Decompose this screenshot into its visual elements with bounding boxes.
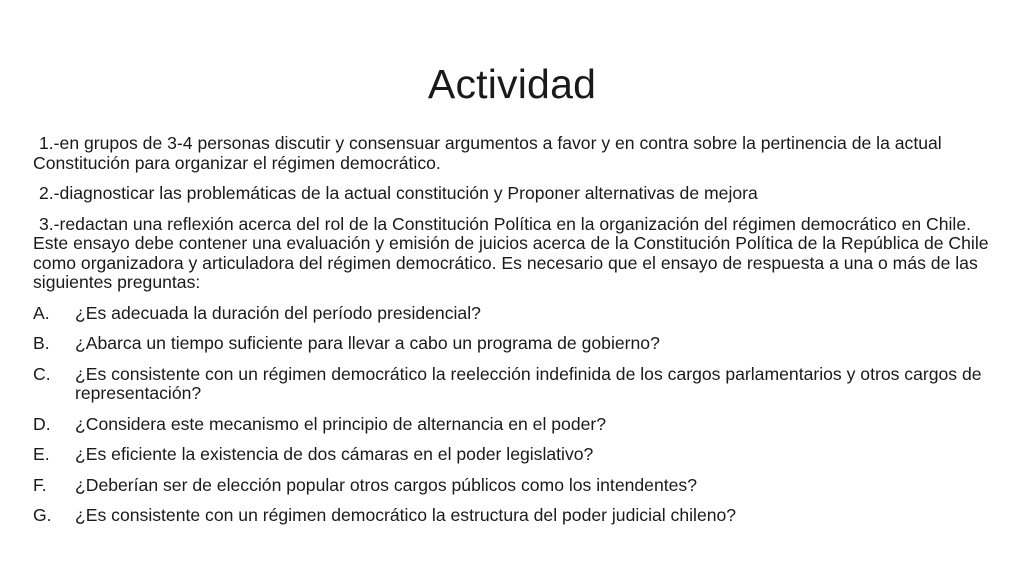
instruction-3: 3.-redactan una reflexión acerca del rol de la Constitución Política en la organización del régimen democrático en Chile. Este ensayo debe contener una evaluación y emisión de juicios acerca de la Constitución Política de la República de Chile como organizadora y articuladora del régimen democrático. Es necesario que el ensayo de respuesta a una o más de las siguientes preguntas: xyxy=(33,213,989,292)
question-item-b xyxy=(33,334,1008,354)
question-text: ¿Es adecuada la duración del período presidencial? xyxy=(75,302,481,323)
question-marker: B. xyxy=(33,333,50,353)
question-item-d xyxy=(33,415,1008,435)
question-text: ¿Abarca un tiempo suficiente para llevar a cabo un programa de gobierno? xyxy=(75,333,660,353)
question-text: ¿Considera este mecanismo el principio de alternancia en el poder? xyxy=(75,413,607,434)
slide-body xyxy=(33,134,1008,537)
instruction-1: 1.-en grupos de 3-4 personas discutir y consensuar argumentos a favor y en contra sobre la pertinencia de la actual Constitución para organizar el régimen democrático. xyxy=(33,133,942,173)
question-item-e xyxy=(33,445,1008,465)
question-list xyxy=(33,304,1008,526)
question-marker: F. xyxy=(33,474,47,495)
question-item-a xyxy=(33,304,1008,324)
question-text: ¿Es consistente con un régimen democrático la estructura del poder judicial chileno? xyxy=(75,505,737,525)
question-marker: A. xyxy=(33,302,50,323)
question-marker: C. xyxy=(33,363,51,384)
question-marker: E. xyxy=(33,444,50,464)
question-marker: G. xyxy=(33,505,52,525)
question-item-c xyxy=(33,365,1008,404)
question-text: ¿Deberían ser de elección popular otros cargos públicos como los intendentes? xyxy=(75,474,698,495)
slide-title: Actividad xyxy=(427,61,597,107)
question-item-g xyxy=(33,506,1008,526)
instruction-2: 2.-diagnosticar las problemáticas de la actual constitución y Proponer alternativas de mejora xyxy=(39,183,758,203)
question-text: ¿Es eficiente la existencia de dos cámaras en el poder legislativo? xyxy=(75,444,594,464)
question-marker: D. xyxy=(33,413,51,434)
question-text: ¿Es consistente con un régimen democrático la reelección indefinida de los cargos parlamentarios y otros cargos de representación? xyxy=(75,363,982,403)
question-item-f xyxy=(33,476,1008,496)
